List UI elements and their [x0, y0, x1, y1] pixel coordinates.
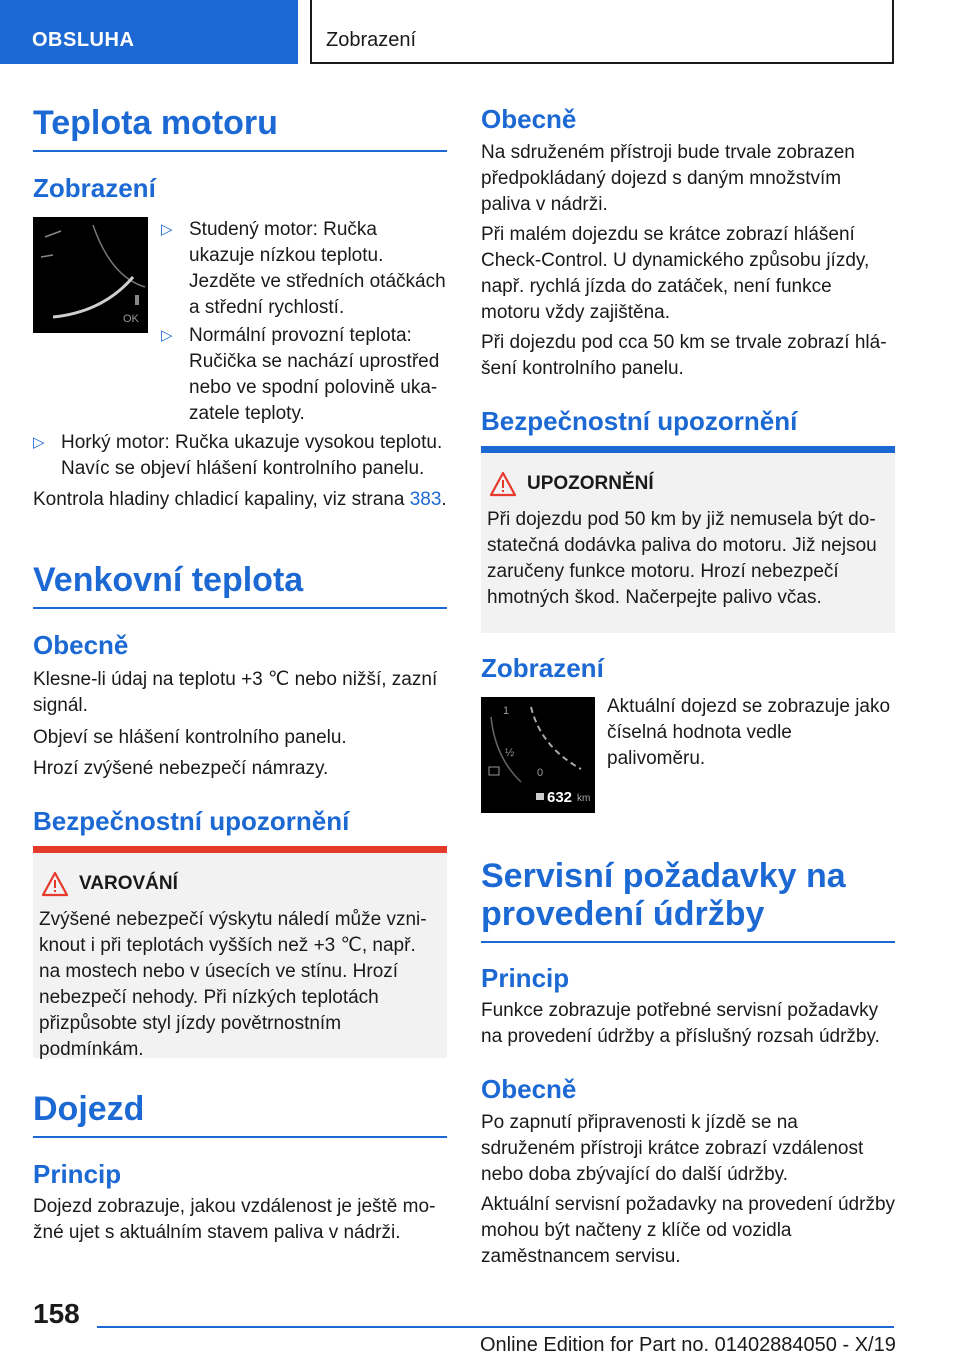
- heading-safety-notes: Bezpečnostní upozornění: [33, 806, 350, 836]
- notice-box: [481, 446, 895, 633]
- coolant-reference-text: Kontrola hladiny chladicí kapaliny, viz strana: [33, 489, 410, 510]
- heading-general-range: Obecně: [481, 104, 577, 134]
- header-section-tab: [0, 0, 298, 64]
- heading-general: Obecně: [33, 630, 129, 660]
- service-general-text-1: Po zapnutí připravenosti k jízdě se na sdruženém přístroji krátce zobrazí vzdálenost nebo doba zbývající do další údržby.: [481, 1112, 864, 1185]
- fuel-gauge-half-label: ½: [505, 747, 515, 759]
- fuel-gauge-full-label: 1: [503, 705, 510, 717]
- outside-text-3: Hrozí zvýšené nebezpečí námrazy.: [33, 758, 329, 779]
- bullet-cold-engine-text: Studený motor: Ručka ukazuje nízkou teplotu. Jezděte ve středních otáčkách a střední rychlostí.: [189, 219, 446, 318]
- engine-temperature-gauge-image: [33, 217, 148, 333]
- heading-range: Dojezd: [33, 1090, 447, 1138]
- heading-display-range: Zobrazení: [481, 653, 604, 683]
- bullet-cold-engine: [161, 217, 447, 321]
- coolant-page-link[interactable]: 383: [409, 489, 442, 510]
- fuel-range-gauge-image: [481, 697, 595, 813]
- heading-service-requirements: Servisní požadavky na provedení údržby: [481, 857, 895, 943]
- fuel-range-unit: km: [577, 793, 591, 804]
- warning-box: [33, 846, 447, 1058]
- bullet-normal-temperature-text: Normální provozní teplota: Ručička se nachází uprostřed nebo ve spodní polovině ukazatele teploty.: [189, 325, 440, 424]
- heading-general-service: Obecně: [481, 1074, 577, 1104]
- bullet-hot-engine-text: Horký motor: Ručka ukazuje vysokou teplotu. Navíc se objeví hlášení kontrolního panelu.: [61, 432, 443, 479]
- heading-outside-temperature: Venkovní teplota: [33, 561, 447, 609]
- service-general-text-2: Aktuální servisní požadavky na provedení údržby mohou být načteny z klíče od vozidla zaměstnancem servisu.: [481, 1194, 896, 1267]
- footer-edition: Online Edition for Part no. 01402884050 - X/19: [480, 1334, 896, 1356]
- range-display-text: Aktuální dojezd se zobrazuje jako číselná hodnota vedle palivoměru.: [607, 696, 891, 769]
- range-general-text-3: Při dojezdu pod cca 50 km se trvale zobrazí hlášení kontrolního panelu.: [481, 332, 887, 379]
- header-chapter-label: Zobrazení: [326, 29, 417, 51]
- warning-text: Zvýšené nebezpečí výskytu náledí může vzniknout i při teplotách vyšších než +3 ℃, např. na mostech nebo v úsecích ve stínu. Hrozí nebezpečí nehody. Při nízkých teplotách přizpůsobte styl jízdy povětrnostním podmínkám.: [39, 909, 427, 1060]
- bullet-normal-temperature: [161, 323, 447, 427]
- heading-engine-temperature: Teplota motoru: [33, 104, 447, 152]
- triangle-bullet-icon: ▷: [33, 434, 45, 451]
- header-chapter-tab: [310, 0, 894, 64]
- outside-text-1: Klesne-li údaj na teplotu +3 ℃ nebo nižší, zazní signál.: [33, 669, 438, 716]
- fuel-gauge-empty-label: 0: [537, 767, 544, 779]
- gauge-ok-label: OK: [123, 313, 139, 325]
- range-general-text-2: Při malém dojezdu se krátce zobrazí hlášení Check-Control. U dynamického způsobu jízdy, např. rychlá jízda do zatáček, není funkce motoru vždy zajištěna.: [481, 224, 870, 323]
- notice-text: Při dojezdu pod 50 km by již nemusela být dostatečná dodávka paliva do motoru. Již nejsou zaručeny funkce motoru. Hrozí nebezpečí hmotných škod. Načerpejte palivo včas.: [487, 509, 877, 608]
- range-general-text-1: Na sdruženém přístroji bude trvale zobrazen předpokládaný dojezd s daným množstvím paliva v nádrži.: [481, 142, 855, 215]
- warning-title: VAROVÁNÍ: [79, 873, 178, 894]
- triangle-bullet-icon: ▷: [161, 221, 173, 238]
- range-description: Dojezd zobrazuje, jakou vzdálenost je ještě možné ujet s aktuálním stavem paliva v nádrži.: [33, 1196, 436, 1243]
- heading-safety-notes-range: Bezpečnostní upozornění: [481, 406, 798, 436]
- heading-display: Zobrazení: [33, 173, 156, 203]
- triangle-bullet-icon: ▷: [161, 327, 173, 344]
- footer-divider: [97, 1326, 894, 1328]
- warning-triangle-icon: [41, 871, 69, 897]
- page-number: 158: [33, 1298, 80, 1329]
- bullet-hot-engine: [33, 430, 447, 482]
- coolant-reference-end: .: [441, 489, 447, 510]
- outside-text-2: Objeví se hlášení kontrolního panelu.: [33, 727, 347, 748]
- heading-principle: Princip: [33, 1159, 122, 1189]
- coolant-reference: [33, 487, 447, 513]
- fuel-range-value: 632: [547, 789, 573, 806]
- service-principle-text: Funkce zobrazuje potřebné servisní požadavky na provedení údržby a příslušný rozsah údržby.: [481, 1000, 880, 1047]
- notice-title: UPOZORNĚNÍ: [527, 473, 654, 494]
- notice-triangle-icon: [489, 471, 517, 497]
- header-section-label: OBSLUHA: [32, 29, 135, 51]
- heading-principle-service: Princip: [481, 963, 570, 993]
